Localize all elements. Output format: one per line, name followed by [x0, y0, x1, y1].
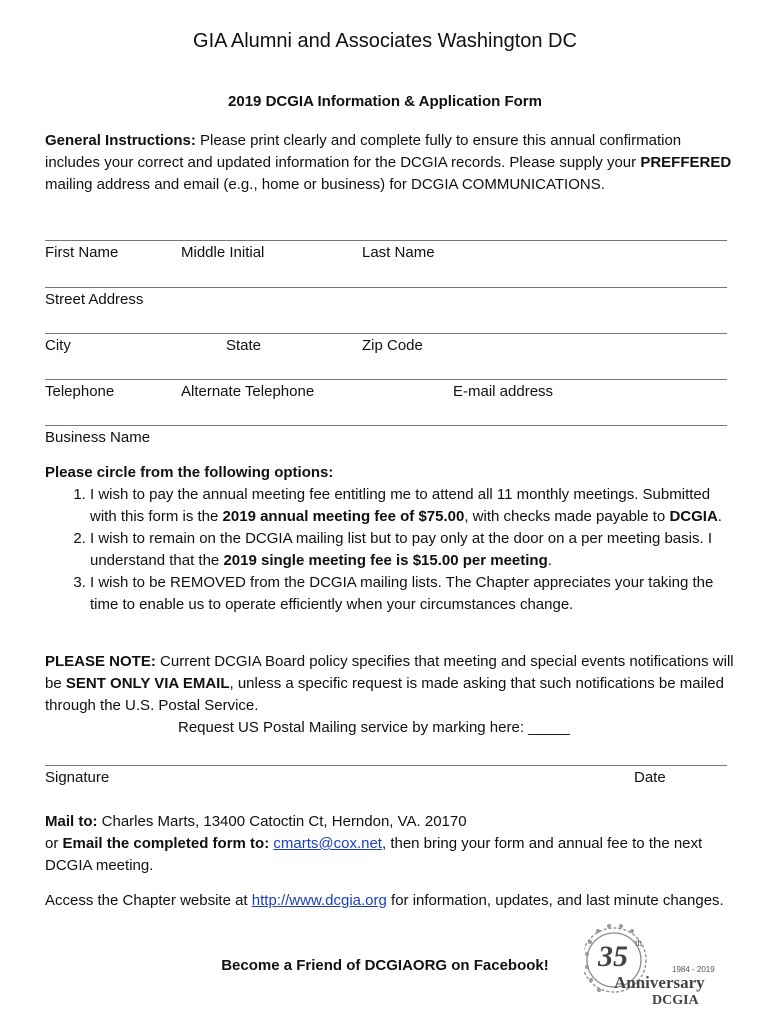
option-item-3 — [90, 572, 735, 616]
field-rule — [45, 379, 727, 380]
field-rule — [45, 287, 727, 288]
badge-word: Anniversary — [614, 973, 705, 992]
mail-to — [45, 811, 735, 877]
note-lead: PLEASE NOTE: — [45, 653, 156, 670]
middle-initial-label: Middle Initial — [181, 244, 265, 261]
state-label: State — [226, 337, 262, 354]
mail-lead: Mail to: — [45, 813, 98, 830]
first-name-label: First Name — [45, 244, 119, 261]
badge-number: 35 — [598, 940, 628, 973]
street-address-label: Street Address — [45, 291, 144, 308]
option-2-end: . — [547, 552, 552, 569]
badge-org: DCGIA — [652, 993, 699, 1008]
email-tail: , then bring your form and annual fee to the next DCGIA meeting. — [45, 835, 703, 874]
instructions-text-2: mailing address and email (e.g., home or business) for DCGIA COMMUNICATIONS. — [45, 176, 605, 193]
field-rule — [45, 425, 727, 426]
option-1-text: I wish to pay the annual meeting fee entitling me to attend all 11 monthly meetings. Submitted with this form is the — [90, 486, 711, 525]
website-text-2: for information, updates, and last minute changes. — [386, 892, 724, 909]
signature-label: Signature — [45, 769, 110, 786]
alternate-telephone-label: Alternate Telephone — [181, 383, 315, 400]
anniversary-badge-logo — [584, 920, 724, 1010]
mail-or: or — [45, 835, 63, 852]
website-note — [45, 890, 735, 912]
last-name-label: Last Name — [362, 244, 435, 261]
option-1-fee: 2019 annual meeting fee of $75.00 — [222, 508, 465, 525]
badge-sup: th — [635, 938, 643, 948]
option-item-1 — [90, 484, 735, 528]
instructions-lead: General Instructions: — [45, 132, 196, 149]
note-text-1: Current DCGIA Board policy specifies that meeting and special events notifications will be — [45, 653, 734, 692]
option-1-text-2: , with checks made payable to — [464, 508, 670, 525]
zip-code-label: Zip Code — [362, 337, 423, 354]
business-name-label: Business Name — [45, 429, 151, 446]
option-1-end: . — [717, 508, 722, 525]
options-heading: Please circle from the following options: — [45, 464, 334, 481]
option-3-text: I wish to be REMOVED from the DCGIA mailing lists. The Chapter appreciates your taking the time to enable us to operate efficiently when your circumstances change. — [90, 574, 714, 613]
option-item-2 — [90, 528, 735, 572]
form-subtitle: 2019 DCGIA Information & Application Form — [228, 93, 542, 110]
city-label: City — [45, 337, 71, 354]
note-emphasis: SENT ONLY VIA EMAIL — [65, 675, 230, 692]
facebook-line: Become a Friend of DCGIAORG on Facebook! — [221, 957, 549, 974]
website-link[interactable]: http://www.dcgia.org — [251, 892, 387, 909]
badge-years: 1984 - 2019 — [672, 965, 715, 974]
email-address-label: E-mail address — [453, 383, 554, 400]
options-list — [45, 484, 735, 616]
please-note — [45, 651, 735, 717]
email-link[interactable]: cmarts@cox.net — [273, 835, 382, 852]
option-2-fee: 2019 single meeting fee is $15.00 per meeting — [223, 552, 548, 569]
postal-request: Request US Postal Mailing service by marking here: _____ — [178, 719, 570, 736]
instructions-text-1: Please print clearly and complete fully to ensure this annual confirmation includes your correct and updated information for the DCGIA records. Please supply your — [45, 132, 682, 171]
option-2-text: I wish to remain on the DCGIA mailing list but to pay only at the door on a per meeting basis. I understand that the — [90, 530, 712, 569]
note-text-2: , unless a specific request is made asking that such notifications be mailed through the U.S. Postal Service. — [45, 675, 724, 714]
field-rule — [45, 333, 727, 334]
date-label: Date — [634, 769, 666, 786]
field-rule — [45, 240, 727, 241]
option-1-payee: DCGIA — [669, 508, 718, 525]
signature-rule — [45, 765, 727, 766]
general-instructions — [45, 130, 735, 196]
email-lead: Email the completed form to: — [62, 835, 270, 852]
mail-address: Charles Marts, 13400 Catoctin Ct, Herndon, VA. 20170 — [97, 813, 467, 830]
page-title: GIA Alumni and Associates Washington DC — [193, 30, 577, 52]
instructions-emphasis: PREFFERED — [640, 154, 732, 171]
website-text-1: Access the Chapter website at — [45, 892, 252, 909]
telephone-label: Telephone — [45, 383, 115, 400]
